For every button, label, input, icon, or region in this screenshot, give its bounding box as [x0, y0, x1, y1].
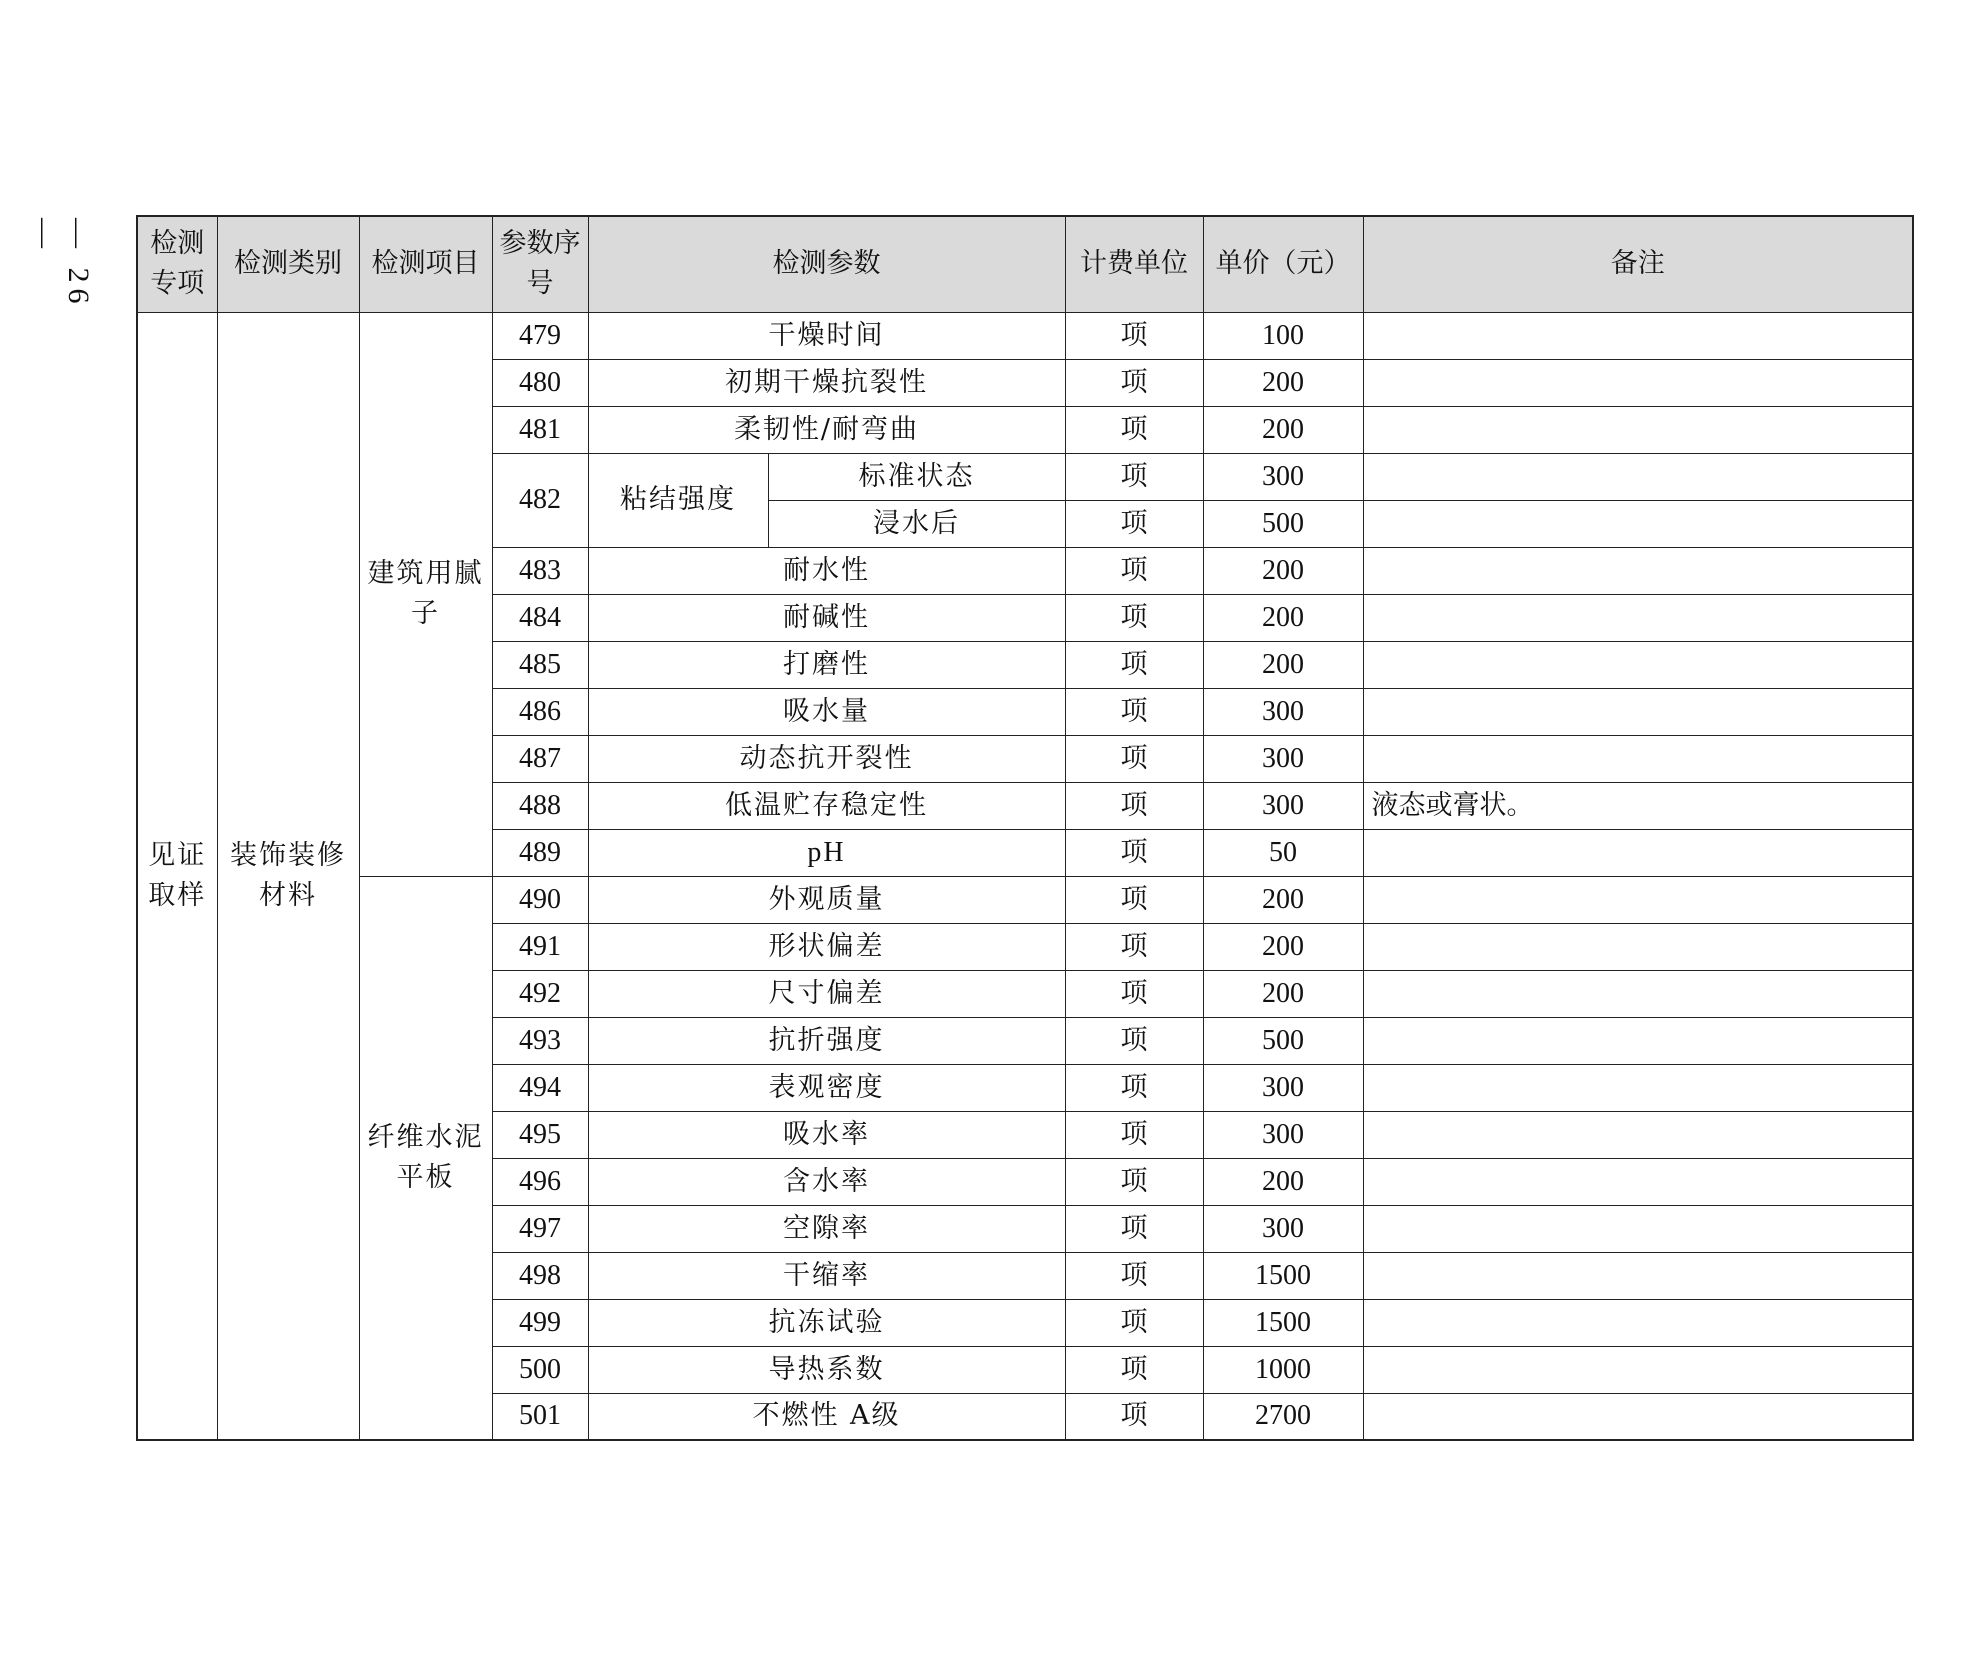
remark-cell — [1363, 312, 1913, 359]
seq-cell: 492 — [492, 970, 588, 1017]
price-cell: 200 — [1203, 641, 1363, 688]
param-cell: 表观密度 — [588, 1064, 1065, 1111]
seq-cell: 480 — [492, 359, 588, 406]
param-cell: 抗折强度 — [588, 1017, 1065, 1064]
unit-cell: 项 — [1065, 829, 1203, 876]
seq-cell: 487 — [492, 735, 588, 782]
price-cell: 300 — [1203, 1111, 1363, 1158]
price-cell: 300 — [1203, 1064, 1363, 1111]
remark-cell — [1363, 641, 1913, 688]
price-cell: 200 — [1203, 923, 1363, 970]
seq-cell: 495 — [492, 1111, 588, 1158]
seq-cell: 482 — [492, 453, 588, 547]
unit-cell: 项 — [1065, 359, 1203, 406]
item-cell-fiber-cement-board: 纤维水泥平板 — [359, 876, 492, 1440]
remark-cell — [1363, 970, 1913, 1017]
param-cell: 吸水率 — [588, 1111, 1065, 1158]
header-row — [137, 216, 1913, 312]
item-cell-putty: 建筑用腻子 — [359, 312, 492, 876]
price-cell: 200 — [1203, 970, 1363, 1017]
param-cell: 不燃性 A级 — [588, 1393, 1065, 1440]
param-cell: 打磨性 — [588, 641, 1065, 688]
unit-cell: 项 — [1065, 1064, 1203, 1111]
remark-cell — [1363, 1393, 1913, 1440]
remark-cell — [1363, 453, 1913, 500]
header-special: 检测专项 — [137, 216, 217, 312]
seq-cell: 498 — [492, 1252, 588, 1299]
subgroup-cell-bond-strength: 粘结强度 — [588, 453, 768, 547]
remark-cell — [1363, 547, 1913, 594]
seq-cell: 489 — [492, 829, 588, 876]
unit-cell: 项 — [1065, 500, 1203, 547]
param-cell: 尺寸偏差 — [588, 970, 1065, 1017]
price-cell: 2700 — [1203, 1393, 1363, 1440]
price-cell: 100 — [1203, 312, 1363, 359]
seq-cell: 481 — [492, 406, 588, 453]
seq-cell: 484 — [492, 594, 588, 641]
unit-cell: 项 — [1065, 1158, 1203, 1205]
seq-cell: 479 — [492, 312, 588, 359]
price-cell: 300 — [1203, 1205, 1363, 1252]
param-cell: 外观质量 — [588, 876, 1065, 923]
remark-cell — [1363, 1299, 1913, 1346]
unit-cell: 项 — [1065, 312, 1203, 359]
seq-cell: 483 — [492, 547, 588, 594]
remark-cell — [1363, 594, 1913, 641]
remark-cell — [1363, 359, 1913, 406]
header-remark: 备注 — [1363, 216, 1913, 312]
table-row — [137, 312, 1913, 359]
param-cell: 耐水性 — [588, 547, 1065, 594]
seq-cell: 499 — [492, 1299, 588, 1346]
param-cell: 干缩率 — [588, 1252, 1065, 1299]
seq-cell: 496 — [492, 1158, 588, 1205]
price-cell: 50 — [1203, 829, 1363, 876]
price-cell: 500 — [1203, 1017, 1363, 1064]
seq-cell: 497 — [492, 1205, 588, 1252]
price-cell: 300 — [1203, 453, 1363, 500]
unit-cell: 项 — [1065, 782, 1203, 829]
remark-cell — [1363, 829, 1913, 876]
price-cell: 1500 — [1203, 1252, 1363, 1299]
seq-cell: 486 — [492, 688, 588, 735]
remark-cell — [1363, 735, 1913, 782]
param-cell: 耐碱性 — [588, 594, 1065, 641]
seq-cell: 485 — [492, 641, 588, 688]
table-row — [137, 876, 1913, 923]
price-cell: 500 — [1203, 500, 1363, 547]
param-cell: 空隙率 — [588, 1205, 1065, 1252]
remark-cell — [1363, 1017, 1913, 1064]
seq-cell: 501 — [492, 1393, 588, 1440]
price-cell: 300 — [1203, 688, 1363, 735]
price-cell: 300 — [1203, 782, 1363, 829]
unit-cell: 项 — [1065, 876, 1203, 923]
param-cell: 干燥时间 — [588, 312, 1065, 359]
unit-cell: 项 — [1065, 641, 1203, 688]
remark-cell — [1363, 1252, 1913, 1299]
param-cell: pH — [588, 829, 1065, 876]
remark-cell — [1363, 1205, 1913, 1252]
price-cell: 300 — [1203, 735, 1363, 782]
unit-cell: 项 — [1065, 1111, 1203, 1158]
inspection-fee-table — [136, 215, 1914, 1441]
header-seq: 参数序号 — [492, 216, 588, 312]
unit-cell: 项 — [1065, 453, 1203, 500]
price-cell: 200 — [1203, 406, 1363, 453]
unit-cell: 项 — [1065, 688, 1203, 735]
remark-cell — [1363, 500, 1913, 547]
price-cell: 200 — [1203, 594, 1363, 641]
header-category: 检测类别 — [217, 216, 359, 312]
unit-cell: 项 — [1065, 1346, 1203, 1393]
remark-cell — [1363, 688, 1913, 735]
price-cell: 1500 — [1203, 1299, 1363, 1346]
seq-cell: 491 — [492, 923, 588, 970]
param-cell: 动态抗开裂性 — [588, 735, 1065, 782]
remark-cell — [1363, 406, 1913, 453]
seq-cell: 494 — [492, 1064, 588, 1111]
param-cell: 低温贮存稳定性 — [588, 782, 1065, 829]
remark-cell — [1363, 923, 1913, 970]
price-cell: 200 — [1203, 359, 1363, 406]
unit-cell: 项 — [1065, 970, 1203, 1017]
param-cell: 形状偏差 — [588, 923, 1065, 970]
header-parameter: 检测参数 — [588, 216, 1065, 312]
unit-cell: 项 — [1065, 406, 1203, 453]
page-number: — 26 — — [28, 218, 95, 310]
param-cell: 导热系数 — [588, 1346, 1065, 1393]
seq-cell: 493 — [492, 1017, 588, 1064]
special-cell: 见证取样 — [137, 312, 217, 1440]
unit-cell: 项 — [1065, 547, 1203, 594]
param-cell: 抗冻试验 — [588, 1299, 1065, 1346]
unit-cell: 项 — [1065, 1252, 1203, 1299]
remark-cell: 液态或膏状。 — [1363, 782, 1913, 829]
header-item: 检测项目 — [359, 216, 492, 312]
param-cell: 柔韧性/耐弯曲 — [588, 406, 1065, 453]
header-price: 单价（元） — [1203, 216, 1363, 312]
unit-cell: 项 — [1065, 1299, 1203, 1346]
param-cell: 初期干燥抗裂性 — [588, 359, 1065, 406]
unit-cell: 项 — [1065, 923, 1203, 970]
price-cell: 200 — [1203, 876, 1363, 923]
unit-cell: 项 — [1065, 594, 1203, 641]
param-cell: 含水率 — [588, 1158, 1065, 1205]
header-unit: 计费单位 — [1065, 216, 1203, 312]
remark-cell — [1363, 1346, 1913, 1393]
remark-cell — [1363, 1158, 1913, 1205]
seq-cell: 488 — [492, 782, 588, 829]
price-cell: 1000 — [1203, 1346, 1363, 1393]
param-cell: 浸水后 — [768, 500, 1065, 547]
unit-cell: 项 — [1065, 1017, 1203, 1064]
unit-cell: 项 — [1065, 735, 1203, 782]
param-cell: 标准状态 — [768, 453, 1065, 500]
remark-cell — [1363, 876, 1913, 923]
unit-cell: 项 — [1065, 1393, 1203, 1440]
param-cell: 吸水量 — [588, 688, 1065, 735]
price-cell: 200 — [1203, 547, 1363, 594]
seq-cell: 500 — [492, 1346, 588, 1393]
category-cell: 装饰装修材料 — [217, 312, 359, 1440]
remark-cell — [1363, 1064, 1913, 1111]
unit-cell: 项 — [1065, 1205, 1203, 1252]
price-cell: 200 — [1203, 1158, 1363, 1205]
seq-cell: 490 — [492, 876, 588, 923]
remark-cell — [1363, 1111, 1913, 1158]
